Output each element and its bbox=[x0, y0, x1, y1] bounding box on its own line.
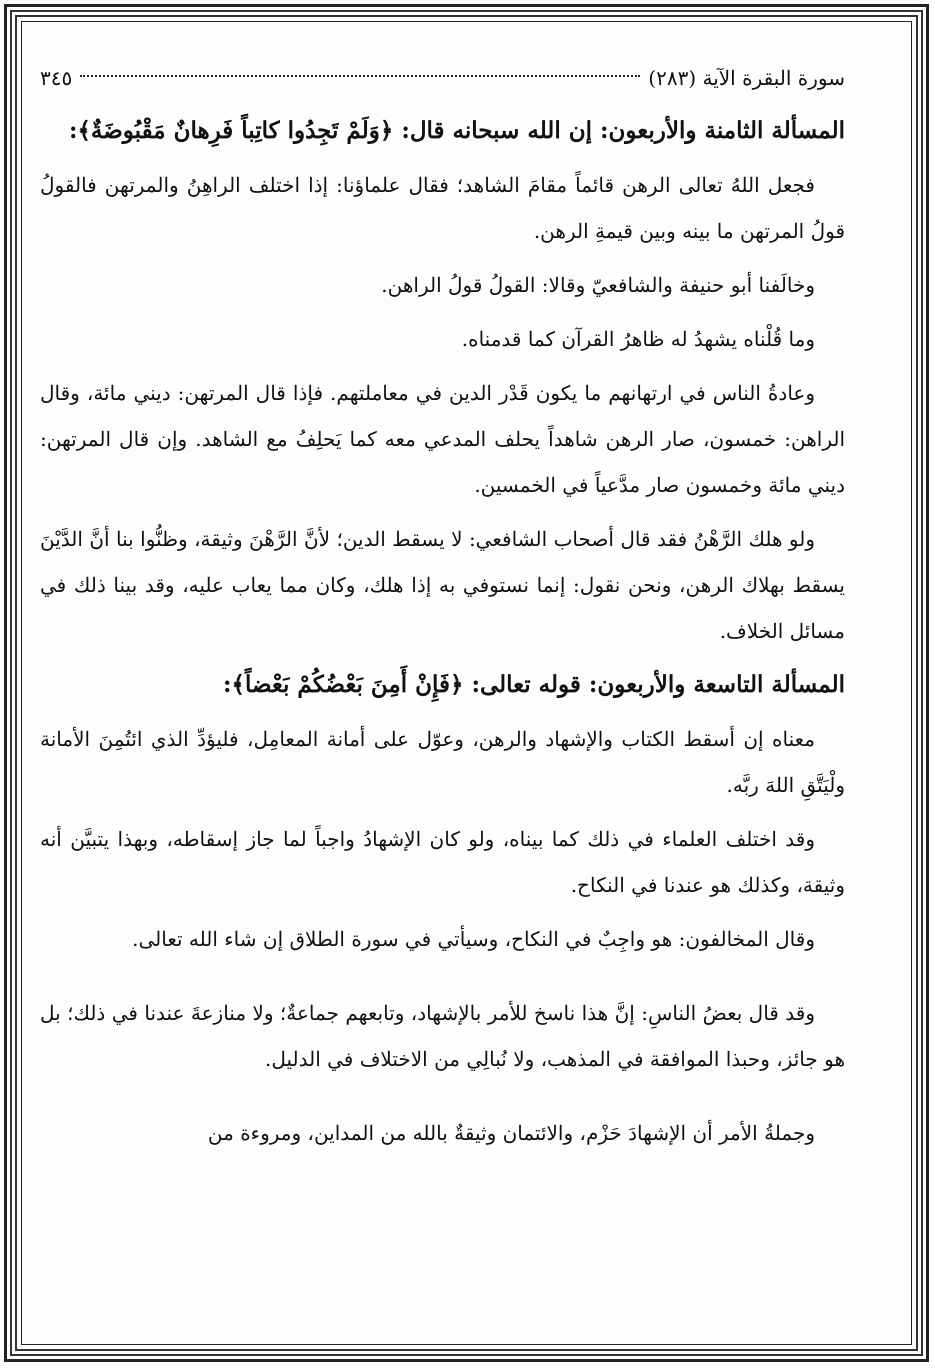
section-heading-49 bbox=[40, 662, 845, 708]
section-heading-48 bbox=[40, 108, 845, 154]
paragraph-text: ولو هلك الرَّهْنُ فقد قال أصحاب الشافعي: لا يسقط الدين؛ لأنَّ الرَّهْنَ وثيقة، وظنُّوا بنا أنَّ الدَّيْنَ يسقط بهلاك الرهن، ونحن نقول: إنما نستوفي به إذا هلك، وكان مما يعاب عليه، وقد بينا ذلك في مسائل الخلاف. bbox=[40, 527, 845, 643]
running-header bbox=[40, 56, 845, 100]
paragraph bbox=[40, 516, 845, 654]
paragraph bbox=[40, 816, 845, 908]
surah-title: سورة البقرة الآية (٢٨٣) bbox=[648, 66, 845, 90]
paragraph bbox=[40, 1110, 845, 1156]
paragraph-text: وقال المخالفون: هو واجِبٌ في النكاح، وسيأتي في سورة الطلاق إن شاء الله تعالى. bbox=[132, 927, 815, 951]
spacer bbox=[40, 1090, 845, 1110]
leader-dots bbox=[80, 75, 640, 77]
paragraph bbox=[40, 162, 845, 254]
paragraph bbox=[40, 370, 845, 508]
paragraph bbox=[40, 262, 845, 308]
spacer bbox=[40, 970, 845, 990]
paragraph-text: فجعل اللهُ تعالى الرهن قائماً مقامَ الشاهد؛ فقال علماؤنا: إذا اختلف الراهِنُ والمرتهن فالقولُ قولُ المرتهن ما بينه وبين قيمةِ الرهن. bbox=[40, 173, 845, 243]
quran-quote: ﴿فَإِنْ أَمِنَ بَعْضُكُمْ بَعْضاً﴾: bbox=[222, 671, 464, 698]
paragraph-text: وعادةُ الناس في ارتهانهم ما يكون قَدْر الدين في معاملتهم. فإذا قال المرتهن: ديني مائة، وقال الراهن: خمسون، صار الرهن شاهداً يحلف المدعي معه كما يَحلِفُ مع الشاهد. وإن قال المرتهن: ديني مائة وخمسون صار مدَّعياً في الخمسين. bbox=[40, 381, 845, 497]
page-number: ٣٤٥ bbox=[40, 66, 73, 90]
paragraph bbox=[40, 990, 845, 1082]
paragraph-text: وقد اختلف العلماء في ذلك كما بيناه، ولو كان الإشهادُ واجباً لما جاز إسقاطه، وبهذا يتبيَّن أنه وثيقة، وكذلك هو عندنا في النكاح. bbox=[40, 827, 845, 897]
paragraph-text: وجملةُ الأمر أن الإشهادَ حَزْم، والائتمان وثيقةٌ بالله من المداين، ومروءة من bbox=[207, 1121, 815, 1145]
paragraph-text: معناه إن أسقط الكتاب والإشهاد والرهن، وعوّل على أمانة المعامِل، فليؤدِّ الذي ائتُمِنَ الأمانة ولْيَتَّقِ اللهَ ربَّه. bbox=[40, 727, 845, 797]
paragraph-text: وخالَفنا أبو حنيفة والشافعيّ وقالا: القولُ قولُ الراهن. bbox=[381, 273, 815, 297]
paragraph-text: وقد قال بعضُ الناسِ: إنَّ هذا ناسخ للأمر بالإشهاد، وتابعهم جماعةٌ؛ ولا منازعةَ عندنا في ذلك؛ بل هو جائز، وحبذا الموافقة في المذهب، ولا نُبالِي من الاختلاف في الدليل. bbox=[40, 1001, 845, 1071]
paragraph bbox=[40, 916, 845, 962]
paragraph bbox=[40, 716, 845, 808]
heading-label: المسألة التاسعة والأربعون: قوله تعالى: bbox=[471, 671, 845, 698]
paragraph bbox=[40, 316, 845, 362]
paragraph-text: وما قُلْناه يشهدُ له ظاهرُ القرآن كما قدمناه. bbox=[461, 327, 815, 351]
book-page bbox=[40, 56, 845, 1326]
heading-label: المسألة الثامنة والأربعون: إن الله سبحانه قال: bbox=[401, 117, 845, 144]
quran-quote: ﴿وَلَمْ تَجِدُوا كاتِباً فَرِهانٌ مَقْبُوضَةٌ﴾: bbox=[68, 117, 394, 144]
